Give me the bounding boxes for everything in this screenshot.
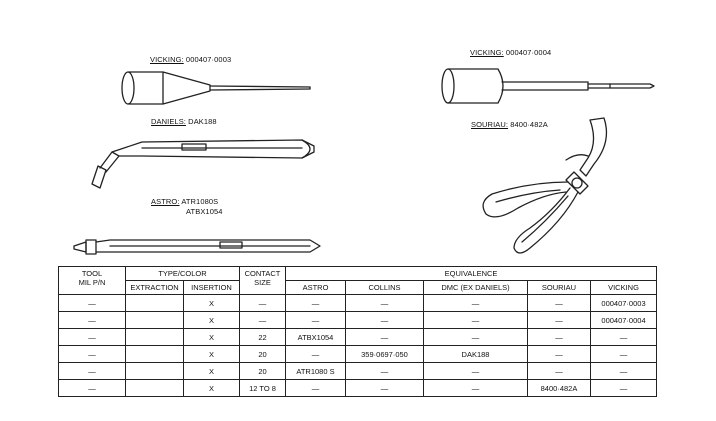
table-row	[59, 312, 657, 329]
table-row	[59, 295, 657, 312]
cell-contact-size: 22	[240, 329, 286, 346]
cell-vicking: —	[591, 346, 657, 363]
cell-insertion: X	[184, 312, 240, 329]
cell-dmc: —	[424, 295, 528, 312]
header-souriau: SOURIAU	[528, 281, 591, 295]
cell-contact-size: —	[240, 295, 286, 312]
cell-tool: —	[59, 346, 126, 363]
label-astro-second-part: ATBX1054	[186, 207, 223, 216]
cell-souriau: —	[528, 329, 591, 346]
cell-souriau: —	[528, 363, 591, 380]
cell-contact-size: 20	[240, 363, 286, 380]
cell-vicking: —	[591, 363, 657, 380]
cell-collins: —	[346, 295, 424, 312]
cell-collins: —	[346, 329, 424, 346]
header-contact-sub: SIZE	[254, 278, 271, 287]
cell-insertion: X	[184, 380, 240, 397]
header-tool	[59, 267, 126, 295]
souriau-pliers-illustration	[470, 112, 620, 262]
cell-insertion: X	[184, 346, 240, 363]
header-equivalence: EQUIVALENCE	[286, 267, 657, 281]
cell-souriau: —	[528, 312, 591, 329]
cell-astro: —	[286, 380, 346, 397]
cell-extraction	[126, 329, 184, 346]
cell-vicking: 000407·0004	[591, 312, 657, 329]
cell-insertion: X	[184, 329, 240, 346]
header-astro: ASTRO	[286, 281, 346, 295]
cell-contact-size: —	[240, 312, 286, 329]
cell-astro: —	[286, 312, 346, 329]
header-tool-sub: MIL P/N	[78, 278, 106, 287]
vicking-0004-tool-illustration	[438, 64, 662, 108]
part-number: DAK188	[188, 117, 217, 126]
cell-astro: —	[286, 346, 346, 363]
cell-collins: —	[346, 363, 424, 380]
cell-extraction	[126, 312, 184, 329]
cell-insertion: X	[184, 295, 240, 312]
cell-extraction	[126, 295, 184, 312]
cell-dmc: —	[424, 312, 528, 329]
cell-astro: ATR1080 S	[286, 363, 346, 380]
cell-souriau: 8400·482A	[528, 380, 591, 397]
part-number: 8400·482A	[510, 120, 548, 129]
table-row	[59, 363, 657, 380]
cell-dmc: —	[424, 363, 528, 380]
header-contact-label: CONTACT	[244, 269, 281, 278]
vicking-0003-tool-illustration	[118, 66, 318, 110]
cell-tool: —	[59, 312, 126, 329]
cell-insertion: X	[184, 363, 240, 380]
brand-vicking: VICKING:	[150, 55, 184, 64]
cell-vicking: 000407·0003	[591, 295, 657, 312]
brand-vicking: VICKING:	[470, 48, 504, 57]
cell-collins: —	[346, 380, 424, 397]
header-dmc: DMC (EX DANIELS)	[424, 281, 528, 295]
astro-tool-illustration	[70, 232, 330, 262]
cell-astro: ATBX1054	[286, 329, 346, 346]
cell-astro: —	[286, 295, 346, 312]
header-contact	[240, 267, 286, 295]
table-row	[59, 346, 657, 363]
cell-vicking: —	[591, 380, 657, 397]
cell-contact-size: 20	[240, 346, 286, 363]
cell-extraction	[126, 346, 184, 363]
cell-tool: —	[59, 363, 126, 380]
header-tool-label: TOOL	[81, 269, 103, 278]
cell-vicking: —	[591, 329, 657, 346]
brand-souriau: SOURIAU:	[471, 120, 509, 129]
equivalence-table	[58, 266, 657, 397]
cell-tool: —	[59, 295, 126, 312]
cell-collins: —	[346, 312, 424, 329]
header-vicking: VICKING	[591, 281, 657, 295]
brand-astro: ASTRO:	[151, 197, 180, 206]
header-collins: COLLINS	[346, 281, 424, 295]
part-number: 000407·0003	[185, 55, 232, 64]
cell-extraction	[126, 380, 184, 397]
cell-souriau: —	[528, 346, 591, 363]
cell-collins: 359·0697·050	[346, 346, 424, 363]
part-number: 000407·0004	[505, 48, 552, 57]
table-row	[59, 329, 657, 346]
header-insertion: INSERTION	[184, 281, 240, 295]
header-type-color: TYPE/COLOR	[126, 267, 240, 281]
label-daniels	[151, 117, 217, 126]
cell-dmc: —	[424, 329, 528, 346]
cell-tool: —	[59, 380, 126, 397]
label-astro	[151, 197, 218, 206]
cell-tool: —	[59, 329, 126, 346]
brand-daniels: DANIELS:	[151, 117, 186, 126]
cell-dmc: DAK188	[424, 346, 528, 363]
cell-extraction	[126, 363, 184, 380]
daniels-tool-illustration	[82, 130, 322, 194]
cell-dmc: —	[424, 380, 528, 397]
label-vicking-0004	[470, 48, 551, 57]
cell-souriau: —	[528, 295, 591, 312]
part-number: ATR1080S	[181, 197, 219, 206]
cell-contact-size: 12 TO 8	[240, 380, 286, 397]
label-vicking-0003	[150, 55, 231, 64]
header-extraction: EXTRACTION	[126, 281, 184, 295]
table-row	[59, 380, 657, 397]
